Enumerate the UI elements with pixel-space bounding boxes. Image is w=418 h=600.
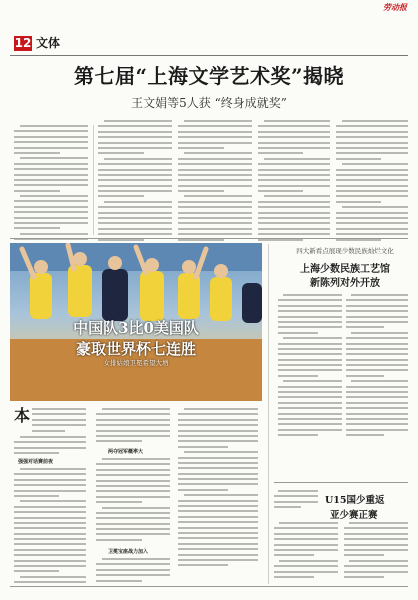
story1-body-column-2 [346,294,408,440]
story-headline-line2: 新陈列对外开放 [310,278,380,289]
page-number-badge: 12 [14,36,32,50]
newspaper-masthead: 劳动报 [383,2,407,12]
story2-body-column-0 [274,490,318,512]
photo-story-column-2a [96,408,170,446]
drop-cap: 本 [14,406,31,425]
column-divider [93,125,94,235]
photo-story-column-2b [96,458,170,544]
lead-body-column-3 [178,120,252,244]
story2-headline-line2: 亚少赛正赛 [330,510,378,521]
section-divider [10,238,408,239]
lead-body-column-2 [98,120,172,244]
photo-tagline: 女排姑娘卫冕希望大增 [103,359,169,367]
lead-body-column-4 [258,120,330,244]
photo-story-column-3 [178,408,258,570]
lead-body-column-5 [336,120,408,244]
story-divider [274,482,408,483]
story2-headline-line1: U15国少重返 [325,495,385,506]
story2-body-column-2 [344,522,408,581]
lead-body-column-1 [14,125,88,244]
column-divider [268,244,269,584]
photo-story-column-2c [96,558,170,585]
story1-body-column-1 [278,294,342,440]
photo-story-column-1b [14,436,86,458]
story2-body-column-1 [274,522,338,581]
lead-subheadline: 王文娟等5人获 “终身成就奖” [131,96,287,110]
section-title: 文体 [36,36,61,50]
lead-headline: 第七届“上海文学艺术奖”揭晓 [73,64,344,88]
header-divider [10,55,408,56]
footer-divider [10,586,408,587]
photo-story-subhead-3: 卫冕宝座战力加入 [108,549,149,555]
photo-story-subhead-1: 强强对话赛前夜 [18,459,54,465]
photo-subheadline: 豪取世界杯七连胜 [75,340,196,358]
story-kicker: 四大新看点展现少数民族灿烂文化 [296,247,394,255]
photo-headline: 中国队3比0美国队 [73,319,199,337]
photo-story-subhead-2: 两夺冠军概率大 [108,449,144,455]
photo-story-column-1c [14,468,86,587]
photo-story-column-1a [32,408,86,435]
story-headline-line1: 上海少数民族工艺馆 [300,264,390,275]
